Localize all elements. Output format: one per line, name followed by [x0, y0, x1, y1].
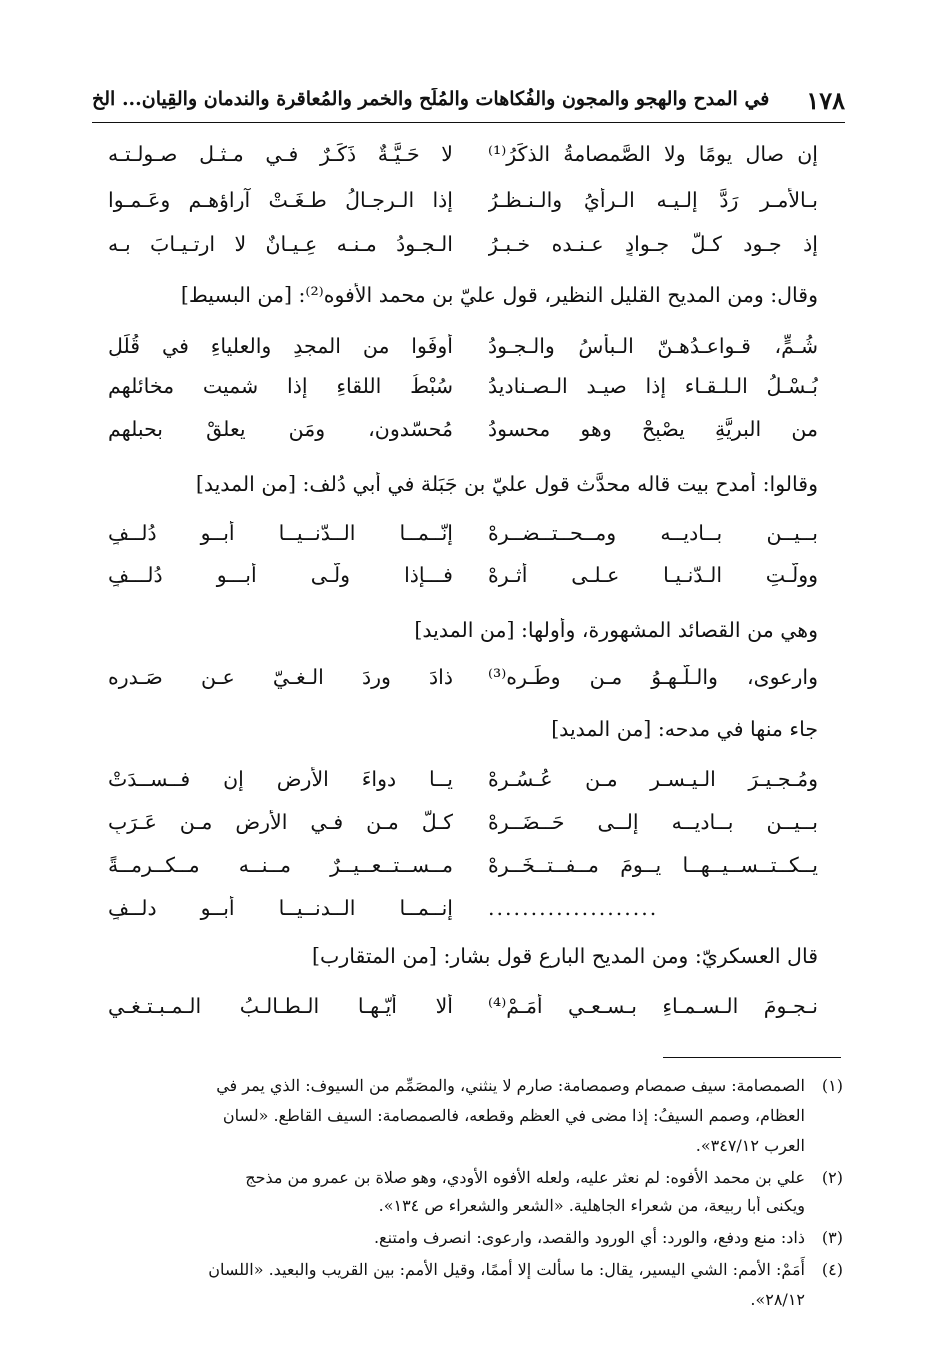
verse-hemistich-second: إذ جـود كـلّ جـوادٍ عـنـده خـبـرُ — [488, 232, 818, 256]
footnote-text: الصمصامة: سيف صمصام وصمصامة: صارم لا ينثني، والمصَمِّم من السيوف: الذي يمر في — [216, 1076, 805, 1095]
verse-hemistich-second: من البريَّةِ يصْبِحْ وهو محسودُ — [488, 417, 818, 441]
verse-hemistich-second: نـجـومَ الـسـمـاءِ بـسـعـيٍ أَمَـمْ⁽⁴⁾ — [488, 994, 818, 1018]
footnote — [88, 1072, 843, 1100]
verse-hemistich-first: الـجـودُ مـنـه عِـيـانٌ لا ارتـيـابَ بـه — [108, 232, 453, 256]
verse-hemistich-second: وارعوى، والـلّـهـوُ مـن وطَـرِه⁽³⁾ — [488, 665, 818, 689]
prose-line: وهي من القصائد المشهورة، وأولها: [من المديد] — [414, 618, 818, 642]
verse-hemistich-first: لا حَـيَّـةٌ ذَكَـرٌ فـي مـثـل صـولـتـه — [108, 142, 453, 166]
footnote-number: (٣) — [821, 1228, 843, 1247]
verse-hemistich-first: إنّــمــا الــدّنــيــا أبــو دُلــفٍ — [108, 521, 453, 545]
footnote-text: ذاد: منع ودفع، والورد: أي الورود والقصد، وارعوى: انصرف وامتنع. — [373, 1228, 805, 1247]
verse-hemistich-second: شُـمٍّ، قـواعـدُهـنّ الـبأسُ والـجـودُ — [488, 334, 818, 358]
verse-hemistich-first: مُحسّدون، ومَن يعلقْ بحبلهم — [108, 417, 453, 441]
verse-hemistich-first: إذا الـرجـالُ طـغَـتْ آراؤهـم وعَـمـوا — [108, 188, 453, 212]
footnote-continuation: العرب ٣٤٧/١٢». — [695, 1136, 805, 1155]
footnote-number: (١) — [821, 1076, 843, 1095]
verse-hemistich-second: يــكــتــســيــهــا يــومَ مــفــتــخَــرِهْ — [488, 853, 818, 877]
verse-hemistich-second: وولّـتِ الـدّنـيـا عـلـى أثـرِهْ — [488, 563, 818, 587]
footnote-text: علي بن محمد الأفوه: لم نعثر عليه، ولعله الأفوه الأودي، وهو صلاة بن عمرو من مذحج — [245, 1168, 805, 1187]
footnote — [88, 1256, 843, 1284]
verse-hemistich-second: بــيــن بــاديــه إلــى حَــضَــرِهْ — [488, 810, 818, 834]
verse-hemistich-first: مــســتــعــيــرٌ مــنــه مــكــرمــةً — [108, 853, 453, 877]
verse-hemistich-first: كـلُّ مـن فـي الأرضِ مـن عَـرَبٍ — [108, 810, 453, 834]
prose-line: وقالوا: أمدح بيت قاله محدَّث قول عليّ بن جَبَلة في أبي دُلف: [من المديد] — [195, 472, 818, 496]
footnote-number: (٢) — [821, 1168, 843, 1187]
verse-hemistich-second: ومُـجـيـرَ الـيـسـرِ مـن عُـسُـرِهْ — [488, 767, 818, 791]
page-number: ١٧٨ — [806, 86, 845, 115]
prose-line: جاء منها في مدحه: [من المديد] — [551, 717, 818, 741]
verse-hemistich-first: سُبْطُ اللقاءِ إذا شميت مخائلهم — [108, 374, 453, 398]
footnote-continuation: ٢٨/١٢». — [750, 1290, 805, 1309]
verse-hemistich-first: فـــإذا ولّـى أبـــو دُلـــفٍ — [108, 563, 453, 587]
verse-hemistich-first: إنــمــا الــدنــيــا أبــو دلــفٍ — [108, 896, 453, 920]
verse-hemistich-second: بُـسْـلُ الـلـقـاء إذا صيـد الـصـناديدُ — [488, 374, 818, 398]
page-header — [92, 80, 845, 123]
verse-hemistich-first: يــا دواءَ الأرضِ إن فــســدَتْ — [108, 767, 453, 791]
footnote-continuation: ويكنى أبا ربيعة، من شعراء الجاهلية. «الشعر والشعراء ص ١٣٤». — [378, 1196, 805, 1215]
prose-line: وقال: ومن المديح القليل النظير، قول عليّ بن محمد الأفوه⁽²⁾: [من البسيط] — [180, 283, 818, 307]
verse-hemistich-second: بـالأمـر رَدَّ إلـيـه الـرأيُ والـنـظـرُ — [488, 188, 818, 212]
footnote-text: أَمَمْ: الأمم: الشي اليسير، يقال: ما سألت إلا أممًا، وقيل الأمم: بين القريب والبعيد. «اللسان — [208, 1260, 805, 1279]
footnote-number: (٤) — [821, 1260, 843, 1279]
prose-line: قال العسكريّ: ومن المديح البارع قول بشار: [من المتقارب] — [312, 944, 818, 968]
verse-hemistich-second: إن صال يومًا ولا الصَّمصامةُ الذكَرُ⁽¹⁾ — [488, 142, 818, 166]
verse-hemistich-second: بــيــن بــاديــه ومــحــتــضــرِهْ — [488, 521, 818, 545]
verse-hemistich-first: أوفَوا من المجدِ والعلياءِ في قُلَلٍ — [108, 334, 453, 358]
footnote-separator — [663, 1057, 841, 1058]
footnote-continuation: العظام، وصمم السيفُ: إذا مضى في العظم وقطعه، فالصمصامة: السيف القاطع. «لسان — [222, 1106, 805, 1125]
verse-hemistich-first: ألا أيّـهـا الـطـالـبُ الـمـبـتـغـي — [108, 994, 453, 1018]
verse-hemistich-first: ذادَ وِردَ الـغـيّ عـن صَـدرِه — [108, 665, 453, 689]
footnote — [88, 1224, 843, 1252]
running-head: في المدح والهجو والمجون والفُكاهات والمُلَح والخمر والمُعاقرة والندمان والقِيان... الخ — [92, 88, 770, 110]
verse-ellipsis: .................... — [488, 896, 659, 920]
footnote — [88, 1164, 843, 1192]
